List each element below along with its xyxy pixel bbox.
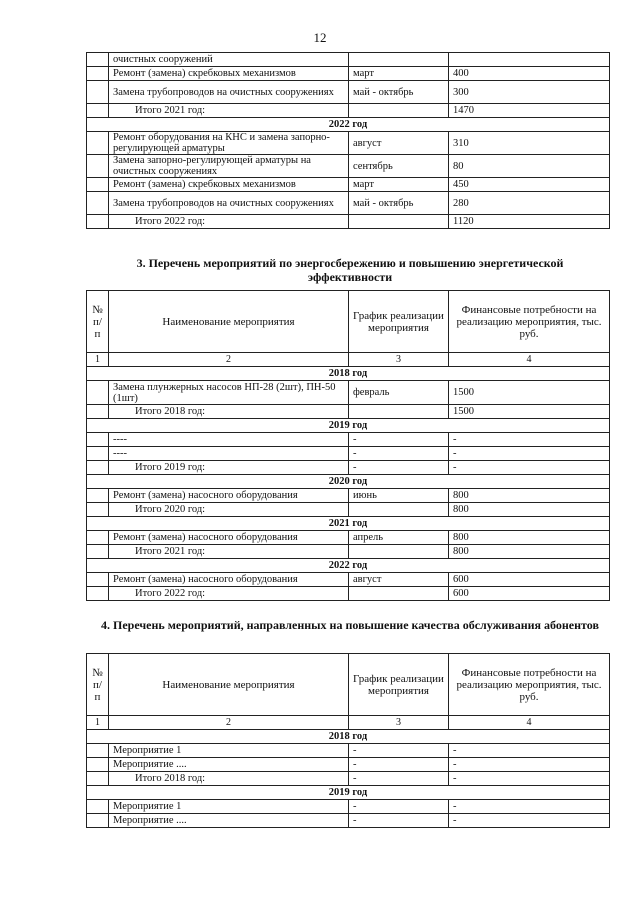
row-number-cell bbox=[87, 433, 109, 447]
schedule-cell: сентябрь bbox=[349, 155, 449, 178]
col-index: 2 bbox=[109, 353, 349, 367]
table-row bbox=[87, 381, 610, 405]
row-number-cell bbox=[87, 215, 109, 229]
year-label: 2020 год bbox=[87, 475, 610, 489]
schedule-cell bbox=[349, 503, 449, 517]
measure-name-cell: Ремонт (замена) скребковых механизмов bbox=[109, 178, 349, 192]
measure-name-cell: Замена запорно-регулирующей арматуры на очистных сооружениях bbox=[109, 155, 349, 178]
table-row bbox=[87, 81, 610, 104]
schedule-cell bbox=[349, 53, 449, 67]
schedule-cell: август bbox=[349, 573, 449, 587]
finance-cell: 80 bbox=[449, 155, 610, 178]
measure-name-cell: Ремонт (замена) насосного оборудования bbox=[109, 489, 349, 503]
table-row bbox=[87, 814, 610, 828]
row-number-cell bbox=[87, 772, 109, 786]
row-number-cell bbox=[87, 489, 109, 503]
schedule-cell: - bbox=[349, 447, 449, 461]
year-header-row bbox=[87, 730, 610, 744]
schedule-cell: февраль bbox=[349, 381, 449, 405]
measure-name-cell: Ремонт (замена) насосного оборудования bbox=[109, 573, 349, 587]
row-number-cell bbox=[87, 192, 109, 215]
table-row bbox=[87, 447, 610, 461]
schedule-cell bbox=[349, 405, 449, 419]
finance-cell: 450 bbox=[449, 178, 610, 192]
total-label-cell: Итого 2019 год: bbox=[109, 461, 349, 475]
measure-name-cell: Мероприятие 1 bbox=[109, 744, 349, 758]
total-row bbox=[87, 772, 610, 786]
finance-cell: 400 bbox=[449, 67, 610, 81]
measure-name-cell: очистных сооружений bbox=[109, 53, 349, 67]
table-row bbox=[87, 489, 610, 503]
finance-cell: 1500 bbox=[449, 381, 610, 405]
col-index: 1 bbox=[87, 716, 109, 730]
total-row bbox=[87, 104, 610, 118]
col-index: 3 bbox=[349, 353, 449, 367]
total-row bbox=[87, 587, 610, 601]
schedule-cell bbox=[349, 104, 449, 118]
col-header-num: № п/п bbox=[87, 654, 109, 716]
row-number-cell bbox=[87, 587, 109, 601]
finance-cell: - bbox=[449, 772, 610, 786]
year-header-row bbox=[87, 367, 610, 381]
row-number-cell bbox=[87, 104, 109, 118]
col-header-finance: Финансовые потребности на реализацию мероприятия, тыс. руб. bbox=[449, 654, 610, 716]
year-label: 2019 год bbox=[87, 419, 610, 433]
measure-name-cell: ---- bbox=[109, 433, 349, 447]
year-header-row bbox=[87, 559, 610, 573]
row-number-cell bbox=[87, 573, 109, 587]
row-number-cell bbox=[87, 814, 109, 828]
total-row bbox=[87, 461, 610, 475]
schedule-cell: - bbox=[349, 744, 449, 758]
schedule-cell: - bbox=[349, 461, 449, 475]
schedule-cell bbox=[349, 545, 449, 559]
measure-name-cell: Замена трубопроводов на очистных сооружениях bbox=[109, 81, 349, 104]
row-number-cell bbox=[87, 800, 109, 814]
table-row bbox=[87, 155, 610, 178]
total-row bbox=[87, 503, 610, 517]
measure-name-cell: Мероприятие .... bbox=[109, 758, 349, 772]
finance-cell: - bbox=[449, 758, 610, 772]
year-header-row bbox=[87, 118, 610, 132]
finance-cell: 280 bbox=[449, 192, 610, 215]
table-header-row bbox=[87, 291, 610, 353]
measure-name-cell: Ремонт (замена) насосного оборудования bbox=[109, 531, 349, 545]
finance-cell: - bbox=[449, 800, 610, 814]
finance-cell: - bbox=[449, 814, 610, 828]
column-index-row bbox=[87, 353, 610, 367]
schedule-cell: август bbox=[349, 132, 449, 155]
year-header-row bbox=[87, 517, 610, 531]
year-label: 2022 год bbox=[87, 559, 610, 573]
schedule-cell: март bbox=[349, 67, 449, 81]
schedule-cell: - bbox=[349, 772, 449, 786]
row-number-cell bbox=[87, 503, 109, 517]
year-label: 2018 год bbox=[87, 730, 610, 744]
finance-cell: - bbox=[449, 447, 610, 461]
table-row bbox=[87, 178, 610, 192]
measures-table-continued bbox=[86, 52, 610, 229]
table-row bbox=[87, 132, 610, 155]
year-header-row bbox=[87, 786, 610, 800]
schedule-cell: - bbox=[349, 433, 449, 447]
finance-cell: 800 bbox=[449, 545, 610, 559]
total-label-cell: Итого 2021 год: bbox=[109, 545, 349, 559]
measure-name-cell: Мероприятие .... bbox=[109, 814, 349, 828]
row-number-cell bbox=[87, 758, 109, 772]
row-number-cell bbox=[87, 461, 109, 475]
year-label: 2022 год bbox=[87, 118, 610, 132]
row-number-cell bbox=[87, 447, 109, 461]
measure-name-cell: Ремонт (замена) скребковых механизмов bbox=[109, 67, 349, 81]
col-header-schedule: График реализации мероприятия bbox=[349, 291, 449, 353]
finance-cell: 1500 bbox=[449, 405, 610, 419]
service-quality-table bbox=[86, 653, 610, 828]
table-row bbox=[87, 744, 610, 758]
row-number-cell bbox=[87, 381, 109, 405]
table-row bbox=[87, 53, 610, 67]
row-number-cell bbox=[87, 744, 109, 758]
table-row bbox=[87, 573, 610, 587]
schedule-cell: - bbox=[349, 758, 449, 772]
total-label-cell: Итого 2018 год: bbox=[109, 405, 349, 419]
total-row bbox=[87, 215, 610, 229]
total-label-cell: Итого 2022 год: bbox=[109, 215, 349, 229]
total-label-cell: Итого 2018 год: bbox=[109, 772, 349, 786]
table-row bbox=[87, 67, 610, 81]
schedule-cell: май - октябрь bbox=[349, 81, 449, 104]
finance-cell: 600 bbox=[449, 573, 610, 587]
finance-cell: 1470 bbox=[449, 104, 610, 118]
col-header-name: Наименование мероприятия bbox=[109, 654, 349, 716]
table-row bbox=[87, 433, 610, 447]
col-header-name: Наименование мероприятия bbox=[109, 291, 349, 353]
col-index: 3 bbox=[349, 716, 449, 730]
row-number-cell bbox=[87, 545, 109, 559]
row-number-cell bbox=[87, 81, 109, 104]
finance-cell: 800 bbox=[449, 531, 610, 545]
year-header-row bbox=[87, 475, 610, 489]
year-label: 2021 год bbox=[87, 517, 610, 531]
schedule-cell: - bbox=[349, 800, 449, 814]
table-row bbox=[87, 531, 610, 545]
finance-cell: - bbox=[449, 744, 610, 758]
total-label-cell: Итого 2020 год: bbox=[109, 503, 349, 517]
total-row bbox=[87, 545, 610, 559]
row-number-cell bbox=[87, 132, 109, 155]
total-label-cell: Итого 2021 год: bbox=[109, 104, 349, 118]
measure-name-cell: ---- bbox=[109, 447, 349, 461]
row-number-cell bbox=[87, 67, 109, 81]
row-number-cell bbox=[87, 178, 109, 192]
schedule-cell bbox=[349, 587, 449, 601]
table-header-row bbox=[87, 654, 610, 716]
finance-cell: 300 bbox=[449, 81, 610, 104]
total-row bbox=[87, 405, 610, 419]
col-index: 1 bbox=[87, 353, 109, 367]
finance-cell: 600 bbox=[449, 587, 610, 601]
section-3-title: 3. Перечень мероприятий по энергосбережению и повышению энергетической эффективности bbox=[136, 256, 564, 284]
table-row bbox=[87, 192, 610, 215]
col-header-num: № п/п bbox=[87, 291, 109, 353]
col-index: 4 bbox=[449, 353, 610, 367]
col-index: 4 bbox=[449, 716, 610, 730]
schedule-cell: апрель bbox=[349, 531, 449, 545]
finance-cell: 1120 bbox=[449, 215, 610, 229]
finance-cell bbox=[449, 53, 610, 67]
row-number-cell bbox=[87, 53, 109, 67]
finance-cell: 800 bbox=[449, 503, 610, 517]
measure-name-cell: Мероприятие 1 bbox=[109, 800, 349, 814]
schedule-cell: март bbox=[349, 178, 449, 192]
row-number-cell bbox=[87, 155, 109, 178]
schedule-cell: - bbox=[349, 814, 449, 828]
table-row bbox=[87, 758, 610, 772]
row-number-cell bbox=[87, 531, 109, 545]
row-number-cell bbox=[87, 405, 109, 419]
finance-cell: 310 bbox=[449, 132, 610, 155]
measure-name-cell: Замена плунжерных насосов НП-28 (2шт), ПН-50 (1шт) bbox=[109, 381, 349, 405]
finance-cell: - bbox=[449, 461, 610, 475]
total-label-cell: Итого 2022 год: bbox=[109, 587, 349, 601]
finance-cell: - bbox=[449, 433, 610, 447]
col-header-schedule: График реализации мероприятия bbox=[349, 654, 449, 716]
col-index: 2 bbox=[109, 716, 349, 730]
page-number: 12 bbox=[313, 30, 327, 45]
year-header-row bbox=[87, 419, 610, 433]
schedule-cell bbox=[349, 215, 449, 229]
year-label: 2019 год bbox=[87, 786, 610, 800]
table-row bbox=[87, 800, 610, 814]
year-label: 2018 год bbox=[87, 367, 610, 381]
measure-name-cell: Ремонт оборудования на КНС и замена запорно-регулирующей арматуры bbox=[109, 132, 349, 155]
schedule-cell: июнь bbox=[349, 489, 449, 503]
energy-efficiency-table bbox=[86, 290, 610, 601]
col-header-finance: Финансовые потребности на реализацию мероприятия, тыс. руб. bbox=[449, 291, 610, 353]
section-4-title: 4. Перечень мероприятий, направленных на повышение качества обслуживания абонентов bbox=[101, 618, 599, 632]
finance-cell: 800 bbox=[449, 489, 610, 503]
measure-name-cell: Замена трубопроводов на очистных сооружениях bbox=[109, 192, 349, 215]
column-index-row bbox=[87, 716, 610, 730]
schedule-cell: май - октябрь bbox=[349, 192, 449, 215]
